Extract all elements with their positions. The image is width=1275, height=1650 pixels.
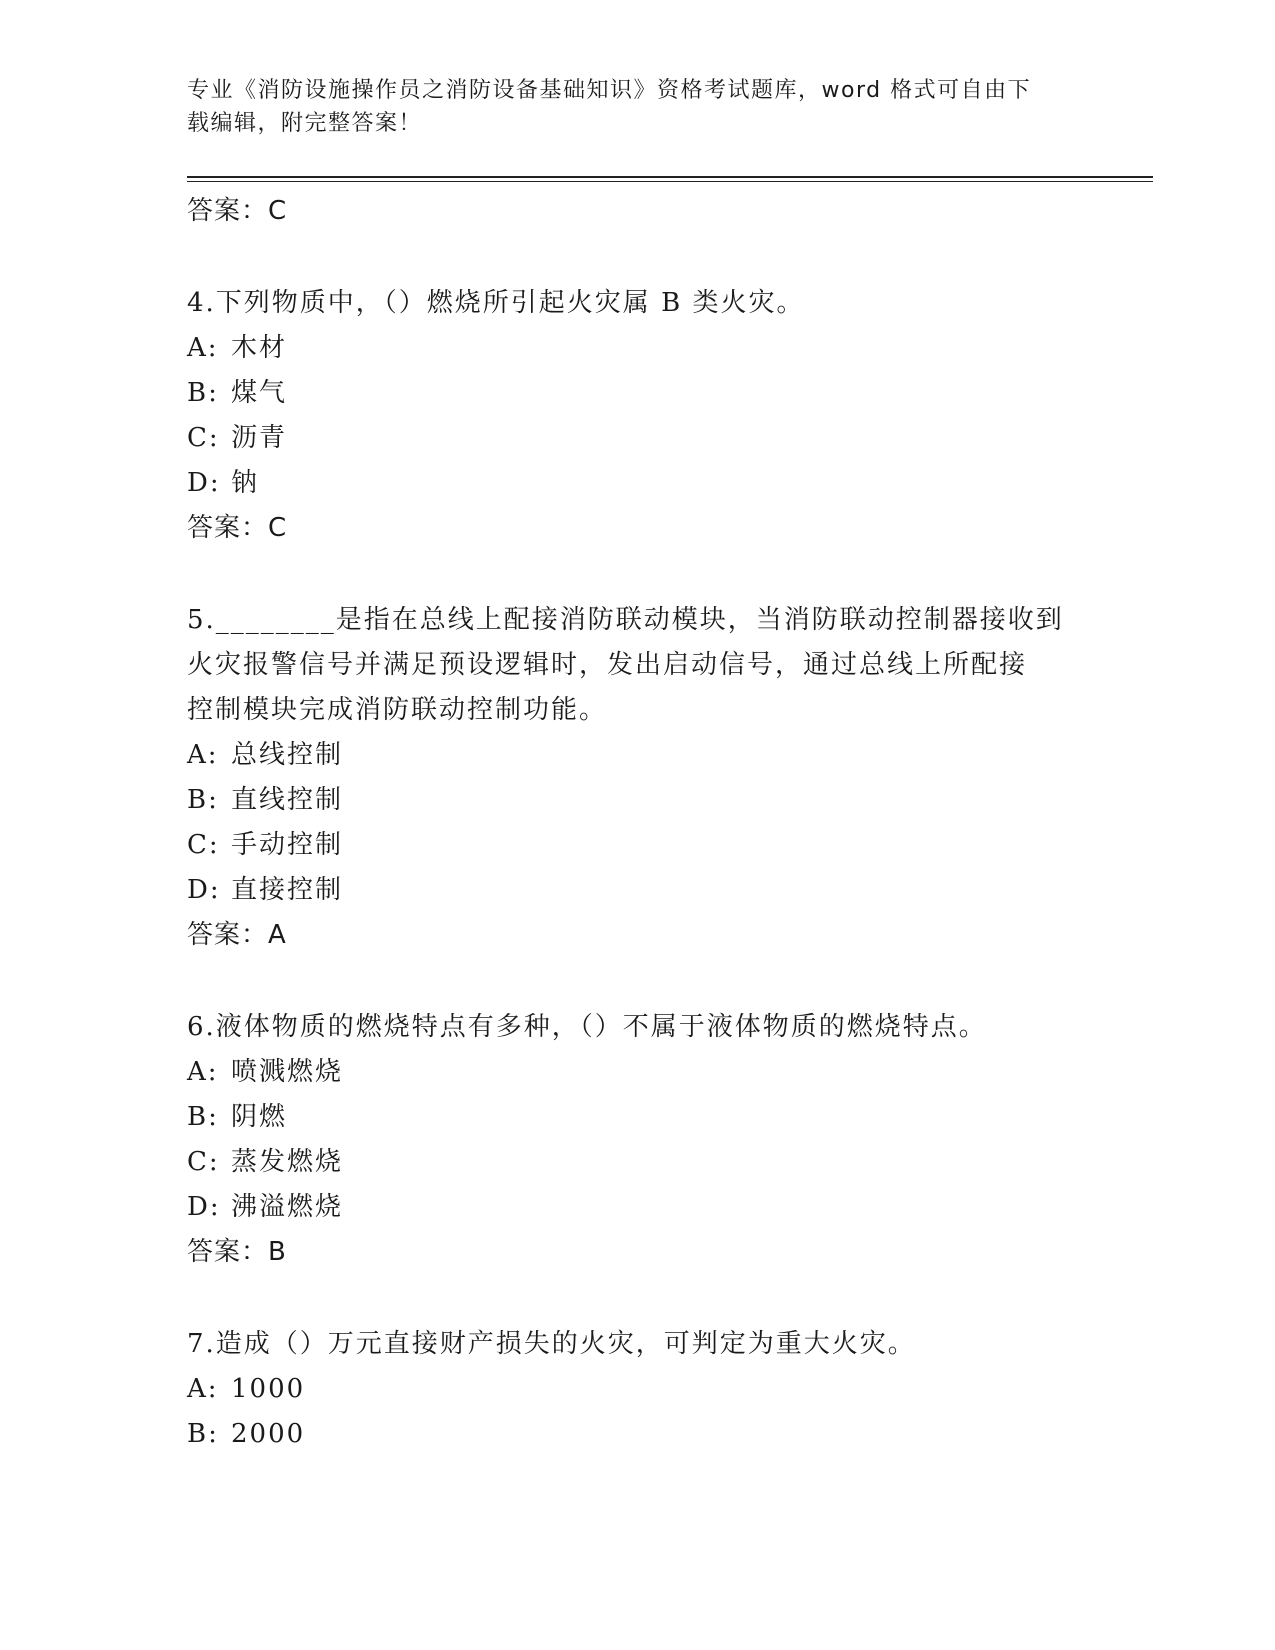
option-b	[187, 778, 1087, 823]
option-a	[187, 1050, 1087, 1095]
header-divider-thin	[187, 181, 1153, 182]
option-letter: A:	[187, 333, 219, 363]
option-letter: C:	[187, 830, 220, 860]
option-letter: B:	[187, 785, 219, 815]
option-a	[187, 733, 1087, 778]
question-stem: 4.下列物质中，（）燃烧所引起火灾属 B 类火灾。	[187, 288, 805, 318]
question-4	[187, 281, 1087, 551]
option-b	[187, 1412, 1087, 1457]
option-d	[187, 868, 1087, 913]
option-letter: B:	[187, 378, 219, 408]
option-b	[187, 1095, 1087, 1140]
question-list	[187, 189, 1087, 1457]
option-text: 1000	[231, 1374, 306, 1404]
option-letter: A:	[187, 1374, 219, 1404]
question-stem: 6.液体物质的燃烧特点有多种，（）不属于液体物质的燃烧特点。	[187, 1012, 987, 1042]
option-d	[187, 1185, 1087, 1230]
document-header	[187, 74, 1067, 140]
option-c	[187, 823, 1087, 868]
option-letter: B:	[187, 1419, 219, 1449]
option-text: 沸溢燃烧	[231, 1192, 344, 1222]
header-line-2: 载编辑，附完整答案！	[187, 111, 423, 136]
answer-line: 答案：B	[187, 1237, 287, 1267]
option-text: 沥青	[231, 423, 288, 453]
option-text: 木材	[231, 333, 288, 363]
answer-line: 答案：A	[187, 920, 287, 950]
question-7	[187, 1322, 1087, 1457]
option-d	[187, 461, 1087, 506]
option-b	[187, 371, 1087, 416]
option-c	[187, 1140, 1087, 1185]
answer-line: 答案：C	[187, 513, 288, 543]
option-letter: A:	[187, 1057, 219, 1087]
option-text: 蒸发燃烧	[231, 1147, 344, 1177]
option-text: 手动控制	[231, 830, 344, 860]
option-letter: D:	[187, 1192, 221, 1222]
option-a	[187, 326, 1087, 371]
question-5	[187, 598, 1087, 958]
question-stem: 控制模块完成消防联动控制功能。	[187, 695, 608, 725]
header-line-1: 专业《消防设施操作员之消防设备基础知识》资格考试题库，word 格式可自由下	[187, 78, 1032, 103]
option-text: 喷溅燃烧	[231, 1057, 344, 1087]
answer-line: 答案：C	[187, 196, 288, 226]
option-text: 直线控制	[231, 785, 344, 815]
question-6	[187, 1005, 1087, 1275]
option-c	[187, 416, 1087, 461]
option-text: 2000	[231, 1419, 306, 1449]
question-stem: 火灾报警信号并满足预设逻辑时，发出启动信号，通过总线上所配接	[187, 650, 1028, 680]
option-text: 直接控制	[231, 875, 344, 905]
option-letter: D:	[187, 468, 221, 498]
option-text: 钠	[231, 468, 260, 498]
option-text: 总线控制	[231, 740, 344, 770]
option-letter: A:	[187, 740, 219, 770]
option-text: 煤气	[231, 378, 288, 408]
option-letter: C:	[187, 423, 220, 453]
option-text: 阴燃	[231, 1102, 288, 1132]
option-letter: D:	[187, 875, 221, 905]
option-a	[187, 1367, 1087, 1412]
option-letter: C:	[187, 1147, 220, 1177]
header-divider-thick	[187, 176, 1153, 178]
option-letter: B:	[187, 1102, 219, 1132]
question-stem: 7.造成（）万元直接财产损失的火灾，可判定为重大火灾。	[187, 1329, 916, 1359]
question-stem: 5.________是指在总线上配接消防联动模块，当消防联动控制器接收到	[187, 605, 1064, 635]
